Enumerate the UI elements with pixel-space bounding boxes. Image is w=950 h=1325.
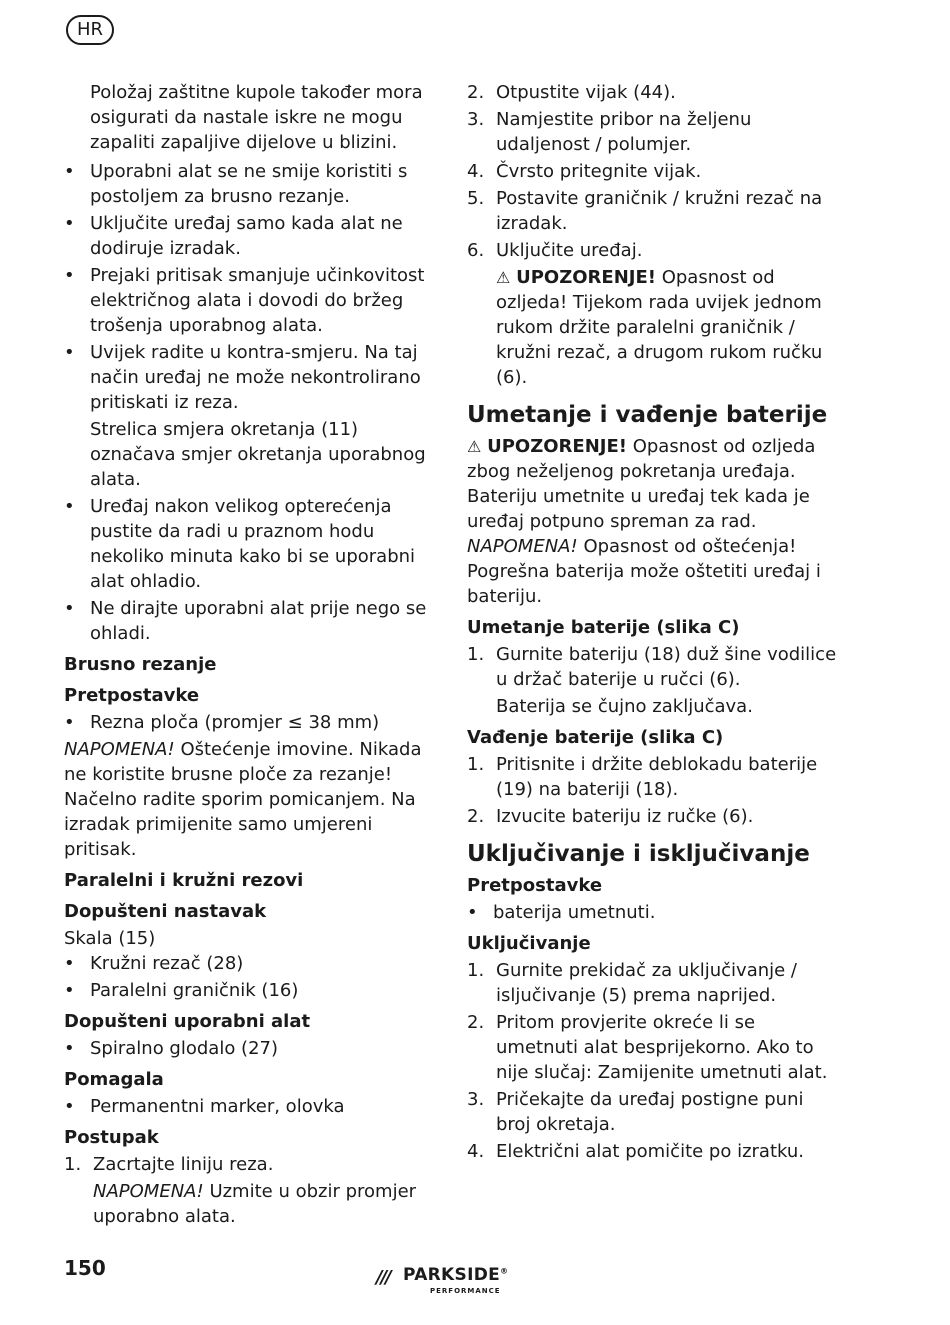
step-item: 1. Pritisnite i držite deblokadu baterije (19) na bateriji (18). — [467, 754, 818, 800]
bullet-item: • Uključite uređaj samo kada alat ne dodiruje izradak. — [64, 213, 403, 259]
bullet-item: • Ne dirajte uporabni alat prije nego se ohladi. — [64, 598, 427, 644]
bullet-item: • Rezna ploča (promjer ≤ 38 mm) — [64, 712, 380, 733]
parkside-logo — [376, 1265, 522, 1297]
step-item: 3. Namjestite pribor na željenu udaljenost / polumjer. — [467, 109, 752, 155]
step-item: 2. Izvucite bateriju iz ručke (6). — [467, 806, 754, 827]
heading-on-off: Uključivanje i isključivanje — [467, 841, 810, 867]
step-item: 4. Čvrsto pritegnite vijak. — [467, 161, 702, 182]
language-badge: HR — [66, 15, 114, 45]
bullet-item: • Kružni rezač (28) — [64, 953, 244, 974]
step-item: 1. Gurnite bateriju (18) duž šine vodilice u držač baterije u ručci (6). — [467, 644, 837, 690]
heading-remove-battery: Vađenje baterije (slika C) — [467, 727, 724, 748]
heading-paralelni-rezovi: Paralelni i kružni rezovi — [64, 870, 304, 891]
right-column — [467, 80, 839, 1166]
step-item: 1. Gurnite prekidač za uključivanje / isljučivanje (5) prema naprijed. — [467, 960, 797, 1006]
logo-brand: PARKSIDE® — [403, 1265, 509, 1285]
step-item: 3. Pričekajte da uređaj postigne puni broj okretaja. — [467, 1089, 804, 1135]
heading-ukljucivanje: Uključivanje — [467, 933, 591, 954]
skala-text: Skala (15) — [64, 928, 156, 949]
heading-brusno-rezanje: Brusno rezanje — [64, 654, 217, 675]
bullet-item: • Uporabni alat se ne smije koristiti s postoljem za brusno rezanje. — [64, 161, 408, 207]
step-item: 5. Postavite graničnik / kružni rezač na izradak. — [467, 188, 823, 234]
note-label: NAPOMENA! — [467, 536, 578, 557]
heading-insert-battery: Umetanje baterije (slika C) — [467, 617, 740, 638]
note-property-damage: NAPOMENA! Oštećenje imovine. Nikada ne koristite brusne ploče za rezanje! — [64, 739, 422, 785]
logo-sub: PERFORMANCE — [430, 1287, 501, 1295]
bullet-item: • Paralelni graničnik (16) — [64, 980, 299, 1001]
step-item: 6. Uključite uređaj. — [467, 240, 643, 261]
note-battery: NAPOMENA! Opasnost od oštećenja! Pogrešna baterija može oštetiti uređaj i bateriju. — [467, 536, 821, 607]
note-work-slowly: Načelno radite sporim pomicanjem. Na izradak primijenite samo umjereni pritisak. — [64, 789, 416, 860]
step-note: NAPOMENA! Uzmite u obzir promjer uporabno alata. — [93, 1181, 417, 1227]
step-item: 2. Pritom provjerite okreće li se umetnuti alat besprijekorno. Ako to nije slučaj: Zamijenite umetnuti alat. — [467, 1012, 828, 1083]
warning-icon: ⚠ — [496, 268, 511, 287]
step-item: 1. Zacrtajte liniju reza. — [64, 1154, 274, 1175]
step-item: 2. Otpustite vijak (44). — [467, 82, 676, 103]
heading-dopusteni-nastavak: Dopušteni nastavak — [64, 901, 267, 922]
left-column — [64, 80, 430, 1229]
heading-postupak: Postupak — [64, 1127, 159, 1148]
note-label: NAPOMENA! — [93, 1181, 204, 1202]
arrow-note: Strelica smjera okretanja (11) označava smjer okretanja uporabnog alata. — [90, 419, 426, 490]
heading-battery: Umetanje i vađenje baterije — [467, 402, 828, 428]
warning-battery: ⚠ UPOZORENJE! Opasnost od ozljeda zbog neželjenog pokretanja uređaja. Bateriju umetnite u uređaj tek kada je uređaj potpuno spreman za rad. — [467, 436, 816, 532]
warning-step6: ⚠ UPOZORENJE! Opasnost od ozljeda! Tijekom rada uvijek jednom rukom držite paralelni graničnik / kružni rezač, a drugom rukom ručku (6). — [496, 267, 823, 388]
bullet-item: • baterija umetnuti. — [467, 902, 656, 923]
bullet-item: • Prejaki pritisak smanjuje učinkovitost električnog alata i dovodi do bržeg trošenja uporabnog alata. — [64, 265, 425, 336]
logo-stripes-icon: /// — [376, 1267, 390, 1288]
bullet-item: • Permanentni marker, olovka — [64, 1096, 345, 1117]
page-number: 150 — [64, 1256, 106, 1280]
intro-continuation: Položaj zaštitne kupole također mora osigurati da nastale iskre ne mogu zapaliti zapaljive dijelove u blizini. — [90, 82, 423, 153]
heading-pomagala: Pomagala — [64, 1069, 164, 1090]
note-label: NAPOMENA! — [64, 739, 175, 760]
bullet-item: • Uvijek radite u kontra-smjeru. Na taj način uređaj ne može nekontrolirano pritiskati iz reza. — [64, 342, 421, 413]
heading-dopusteni-alat: Dopušteni uporabni alat — [64, 1011, 311, 1032]
bullet-item: • Uređaj nakon velikog opterećenja pustite da radi u praznom hodu nekoliko minuta kako bi se uporabni alat ohladio. — [64, 496, 416, 592]
insert-result: Baterija se čujno zaključava. — [496, 696, 753, 717]
step-item: 4. Električni alat pomičite po izratku. — [467, 1141, 805, 1162]
bullet-item: • Spiralno glodalo (27) — [64, 1038, 279, 1059]
heading-pretpostavke: Pretpostavke — [467, 875, 603, 896]
warning-icon: ⚠ — [467, 437, 482, 456]
heading-pretpostavke: Pretpostavke — [64, 685, 200, 706]
